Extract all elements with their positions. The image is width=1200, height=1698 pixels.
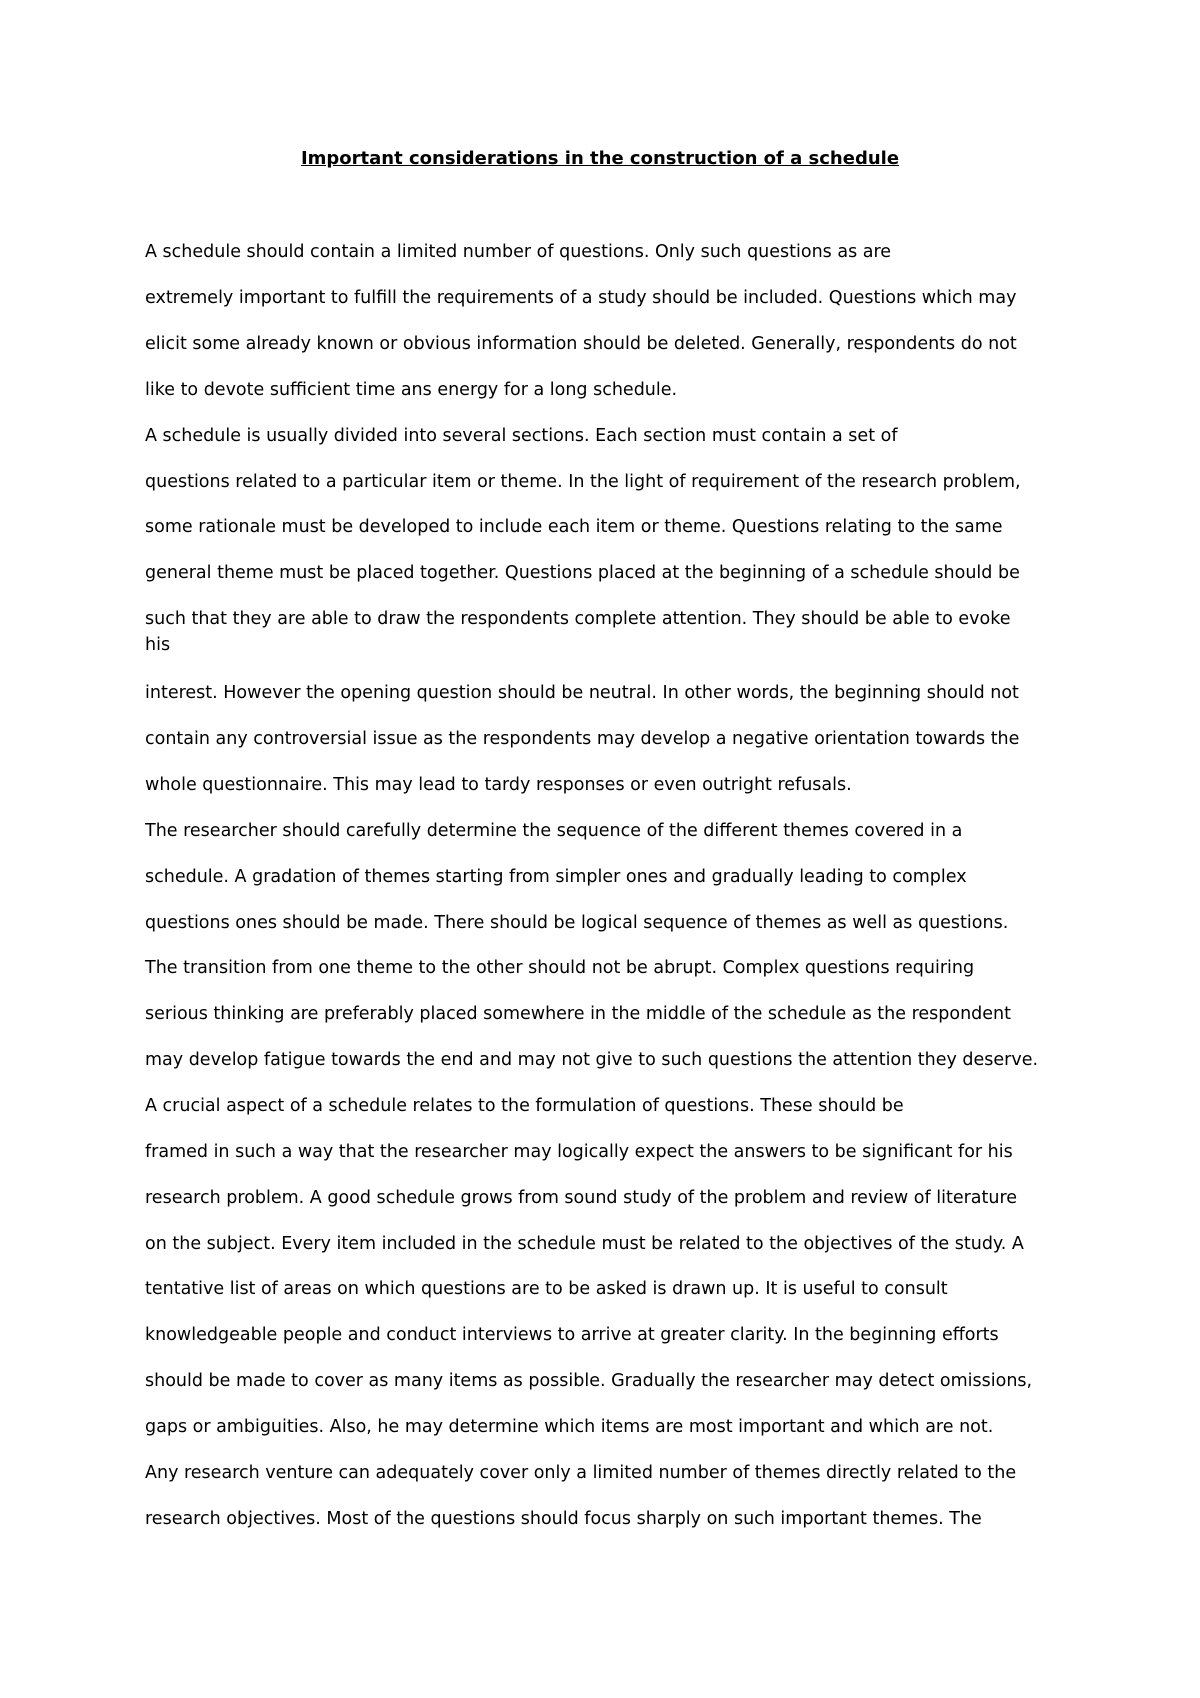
body-line: contain any controversial issue as the respondents may develop a negative orientation towards the	[145, 729, 1020, 749]
body-line: knowledgeable people and conduct interviews to arrive at greater clarity. In the beginning efforts	[145, 1325, 999, 1345]
body-line: his	[145, 635, 171, 655]
body-line: whole questionnaire. This may lead to tardy responses or even outright refusals.	[145, 775, 852, 795]
body-line: questions related to a particular item or theme. In the light of requirement of the research problem,	[145, 472, 1021, 492]
body-line: gaps or ambiguities. Also, he may determine which items are most important and which are not.	[145, 1417, 994, 1437]
body-line: A schedule should contain a limited number of questions. Only such questions as are	[145, 242, 892, 262]
body-line: The transition from one theme to the other should not be abrupt. Complex questions requiring	[145, 958, 975, 978]
body-line: tentative list of areas on which questions are to be asked is drawn up. It is useful to consult	[145, 1279, 948, 1299]
body-line: extremely important to fulfill the requirements of a study should be included. Questions which may	[145, 288, 1017, 308]
body-line: on the subject. Every item included in the schedule must be related to the objectives of the study. A	[145, 1234, 1024, 1254]
body-line: elicit some already known or obvious information should be deleted. Generally, respondents do not	[145, 334, 1017, 354]
body-line: may develop fatigue towards the end and may not give to such questions the attention they deserve.	[145, 1050, 1039, 1070]
body-line: questions ones should be made. There should be logical sequence of themes as well as questions.	[145, 913, 1009, 933]
body-line: A crucial aspect of a schedule relates to the formulation of questions. These should be	[145, 1096, 904, 1116]
body-line: The researcher should carefully determine the sequence of the different themes covered in a	[145, 821, 963, 841]
body-line: schedule. A gradation of themes starting from simpler ones and gradually leading to complex	[145, 867, 967, 887]
document-title: Important considerations in the construction of a schedule	[300, 148, 900, 169]
body-line: Any research venture can adequately cover only a limited number of themes directly related to the	[145, 1463, 1017, 1483]
body-line: serious thinking are preferably placed somewhere in the middle of the schedule as the respondent	[145, 1004, 1012, 1024]
body-line: such that they are able to draw the respondents complete attention. They should be able to evoke	[145, 609, 1011, 629]
body-line: like to devote sufficient time ans energy for a long schedule.	[145, 380, 678, 400]
body-line: general theme must be placed together. Questions placed at the beginning of a schedule should be	[145, 563, 1020, 583]
body-line: research objectives. Most of the questions should focus sharply on such important themes. The	[145, 1509, 982, 1529]
body-line: should be made to cover as many items as possible. Gradually the researcher may detect omissions,	[145, 1371, 1033, 1391]
body-line: framed in such a way that the researcher may logically expect the answers to be significant for his	[145, 1142, 1013, 1162]
body-line: interest. However the opening question should be neutral. In other words, the beginning should not	[145, 683, 1019, 703]
body-line: some rationale must be developed to include each item or theme. Questions relating to the same	[145, 517, 1003, 537]
body-line: A schedule is usually divided into several sections. Each section must contain a set of	[145, 426, 898, 446]
body-line: research problem. A good schedule grows from sound study of the problem and review of literature	[145, 1188, 1018, 1208]
